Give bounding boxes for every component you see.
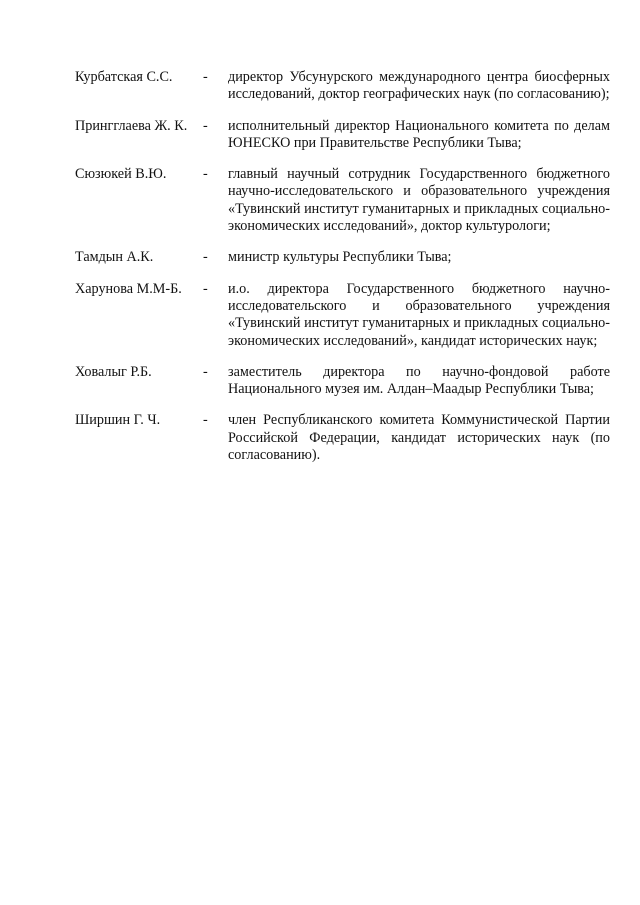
dash-separator: - [203,363,208,380]
member-name: Сюзюкей В.Ю. [75,166,167,183]
dash-separator: - [203,117,208,134]
member-position: заместитель директора по научно-фондовой работе Национального музея им. Алдан–Маадыр Республики Тыва; [228,363,610,398]
member-name: Прингглаева Ж. К. [75,117,188,134]
member-name: Харунова М.М-Б. [75,280,182,297]
member-position: главный научный сотрудник Государственного бюджетного научно-исследовательского и образовательного учреждения «Тувинский институт гуманитарных и прикладных социально-экономических исследований», доктор культурологи; [228,166,610,235]
list-item [75,118,610,153]
members-list [75,69,610,478]
member-position: и.о. директора Государственного бюджетного научно-исследовательского и образовательного учреждения «Тувинский институт гуманитарных и прикладных социально-экономических исследований», кандидат исторических наук; [228,280,610,349]
list-item [75,412,610,464]
member-name: Тамдын А.К. [75,249,154,266]
member-position: исполнительный директор Национального комитета по делам ЮНЕСКО при Правительстве Республики Тыва; [228,117,610,151]
member-position: министр культуры Республики Тыва; [228,249,452,266]
dash-separator: - [203,249,208,266]
list-item [75,281,610,350]
dash-separator: - [203,280,208,297]
list-item [75,166,610,235]
dash-separator: - [203,69,208,85]
member-name: Курбатская С.С. [75,69,173,85]
list-item [75,364,610,399]
list-item [75,69,610,104]
member-position: член Республиканского комитета Коммунистической Партии Российской Федерации, кандидат исторических наук (по согласованию). [228,412,610,464]
member-position: директор Убсунурского международного центра биосферных исследований, доктор географических наук (по согласованию); [228,69,610,103]
member-name: Ширшин Г. Ч. [75,412,161,429]
list-item [75,249,610,266]
dash-separator: - [203,166,208,183]
dash-separator: - [203,412,208,429]
member-name: Ховалыг Р.Б. [75,363,152,380]
